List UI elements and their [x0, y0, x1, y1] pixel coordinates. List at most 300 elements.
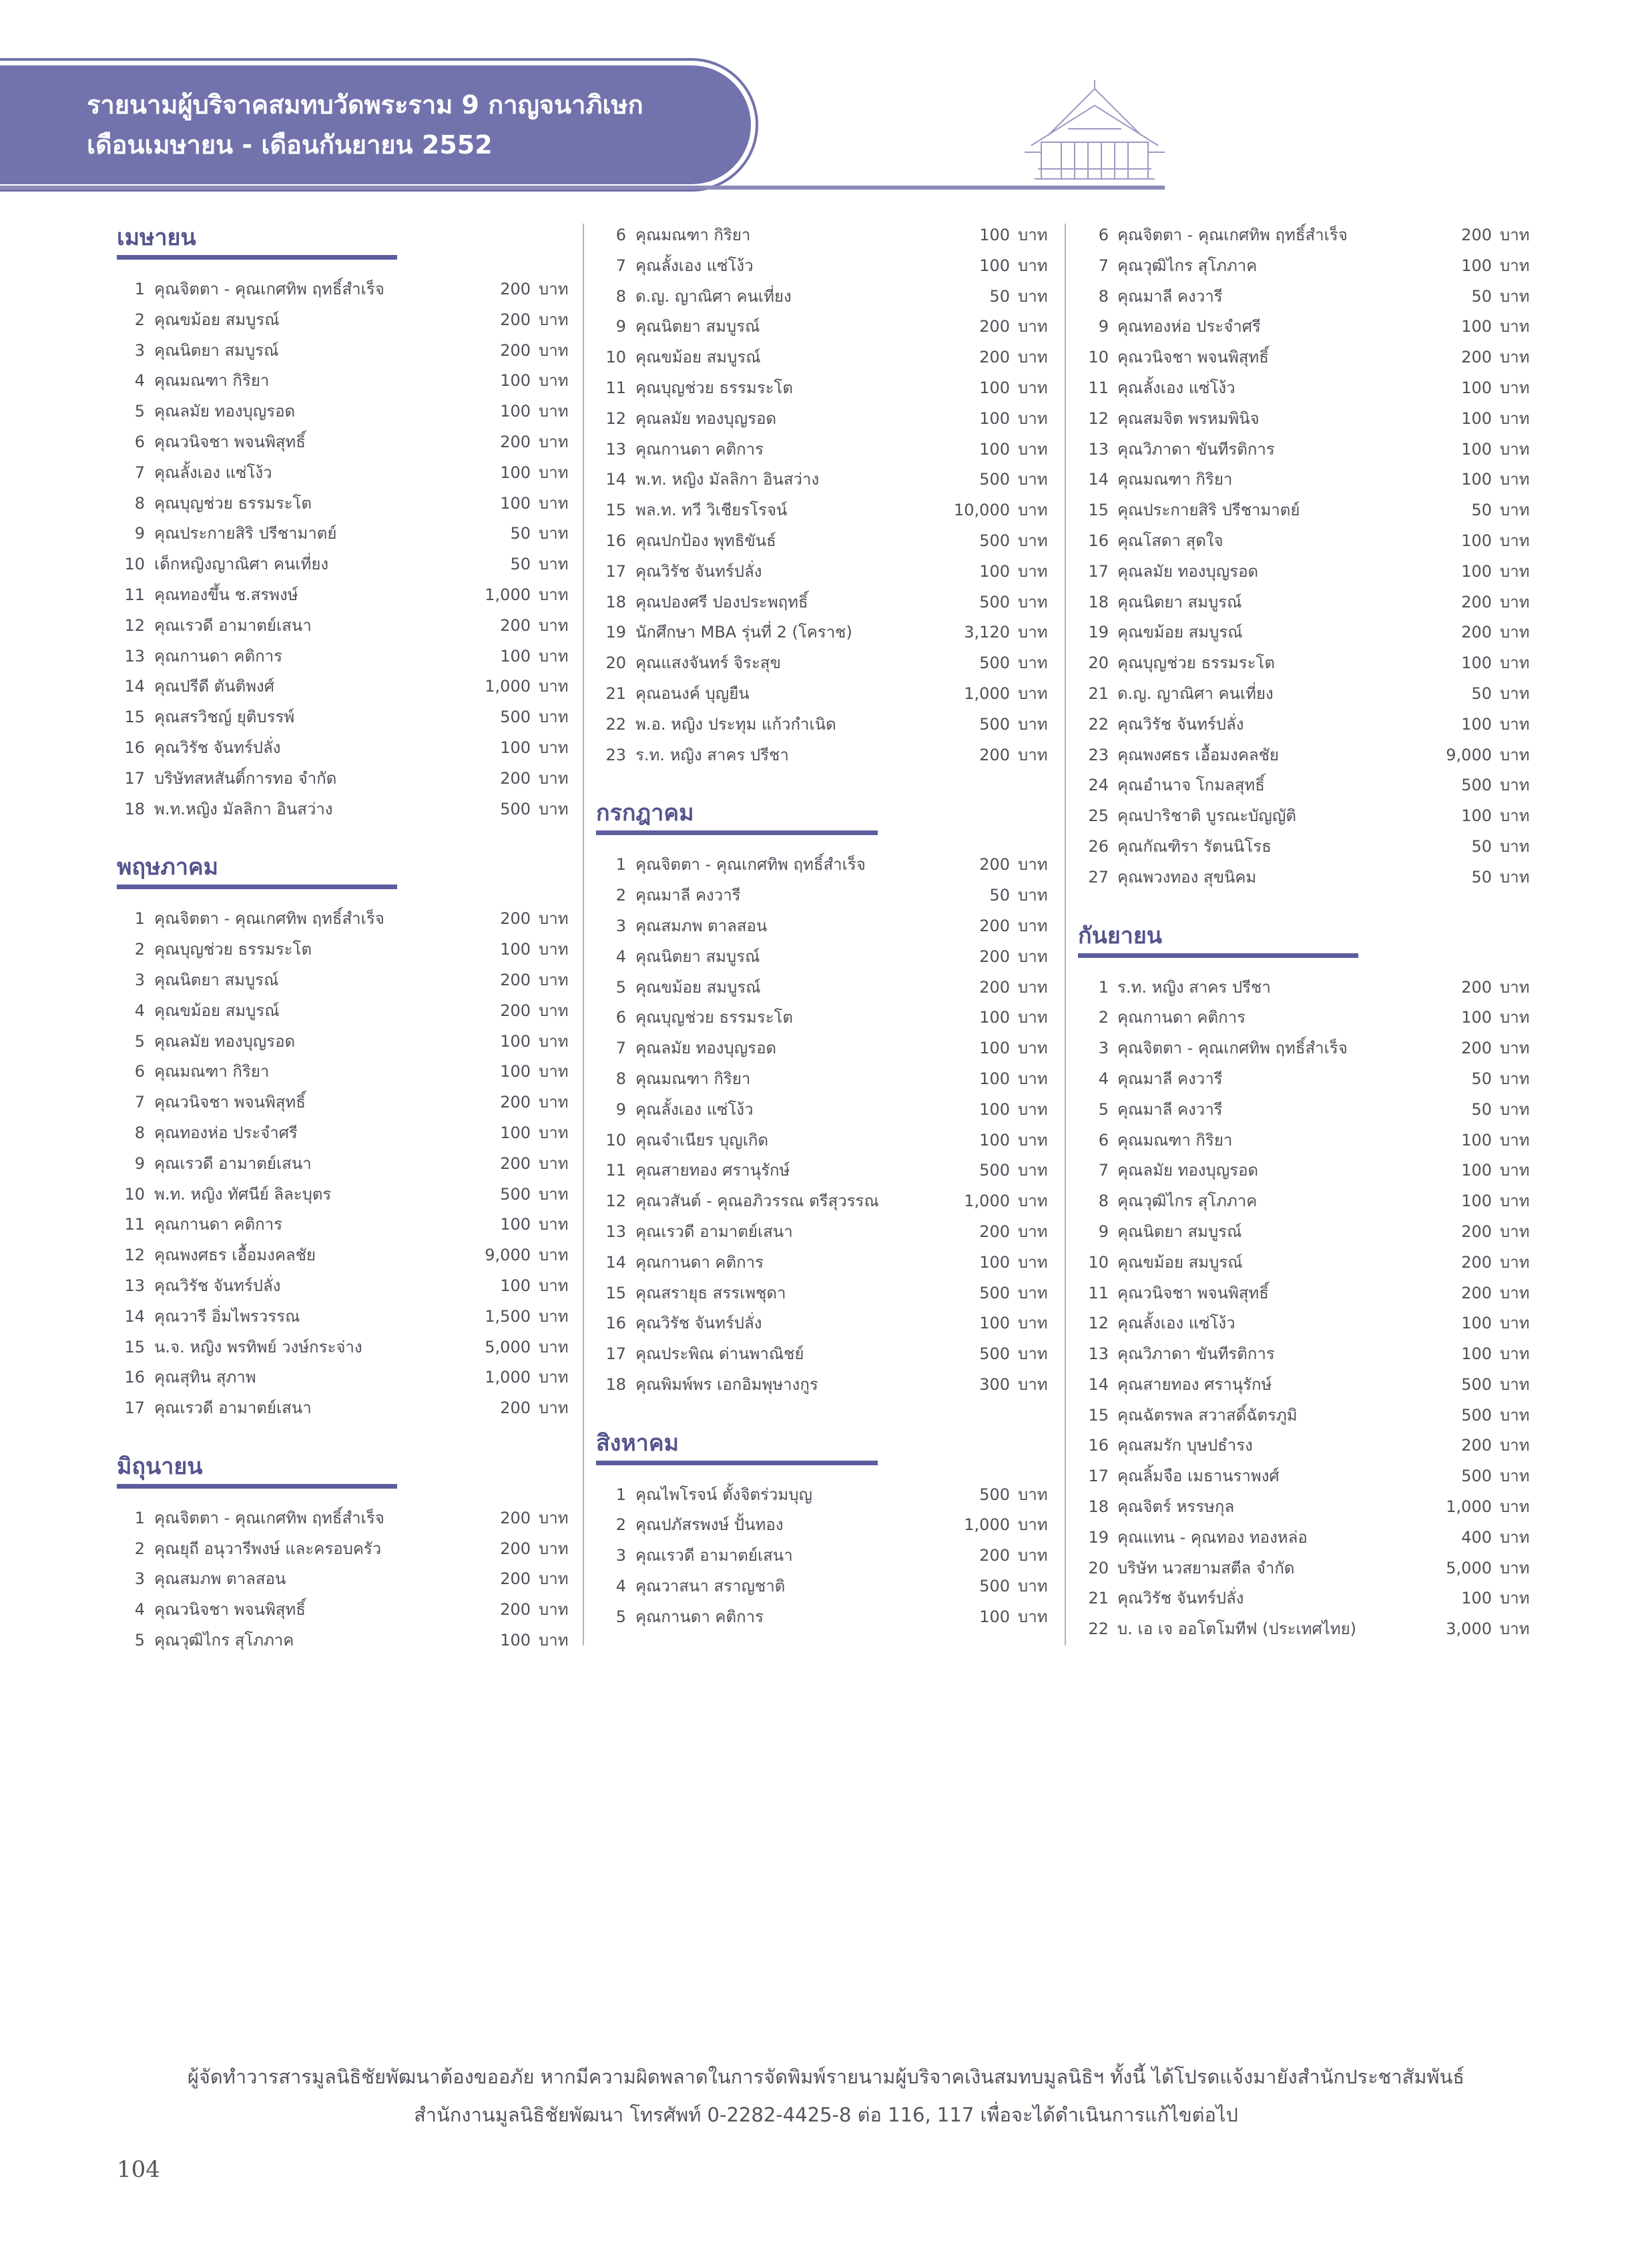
donor-name: คุณนิตยา สมบูรณ์ [635, 947, 760, 966]
donation-amount: 1,000 [485, 677, 531, 696]
donation-amount: 100 [1461, 531, 1492, 550]
donor-name: คุณพงศธร เอื้อมงคลชัย [1117, 745, 1279, 764]
currency-unit: บาท [1500, 470, 1530, 489]
donor-name: เด็กหญิงญาณิศา คนเที่ยง [154, 555, 329, 574]
donor-index: 14 [605, 470, 626, 489]
donor-index: 2 [134, 310, 145, 329]
donor-row [117, 1362, 571, 1393]
donor-index: 17 [605, 561, 626, 581]
donor-row [117, 935, 571, 965]
currency-unit: บาท [1018, 226, 1048, 244]
donor-index: 8 [134, 1123, 145, 1142]
donor-index: 15 [1088, 1405, 1109, 1425]
donor-name: คุณสมภพ ตาลสอน [635, 916, 768, 935]
donation-amount: 100 [979, 561, 1010, 581]
donor-name: คุณจิตตา - คุณเกศทิพ ฤทธิ์สำเร็จ [1117, 1039, 1348, 1058]
donor-index: 3 [615, 916, 626, 935]
donation-amount: 200 [979, 1222, 1010, 1241]
donation-amount: 500 [979, 1344, 1010, 1364]
currency-unit: บาท [539, 524, 569, 543]
donor-name: คุณมาลี คงวารี [635, 886, 741, 905]
donation-amount: 200 [1461, 1283, 1492, 1302]
donor-name: คุณจิตตา - คุณเกศทิพ ฤทธิ์สำเร็จ [154, 1508, 384, 1527]
donor-row [117, 549, 571, 580]
currency-unit: บาท [1500, 1467, 1530, 1486]
donor-name: พ.ท.หญิง มัลลิกา อินสว่าง [154, 799, 333, 818]
donation-amount: 500 [979, 654, 1010, 673]
currency-unit: บาท [539, 1399, 569, 1418]
donor-row [1078, 1156, 1532, 1186]
currency-unit: บาท [539, 402, 569, 421]
donation-amount: 1,000 [964, 1192, 1010, 1211]
donor-name: คุณมาลี คงวารี [1117, 1069, 1223, 1088]
donation-amount: 200 [500, 1600, 531, 1619]
donor-name: คุณบุญช่วย ธรรมระโต [154, 493, 312, 513]
donation-amount: 200 [500, 970, 531, 989]
donor-name: คุณกานดา คติการ [154, 646, 282, 666]
currency-unit: บาท [1018, 916, 1048, 935]
donor-index: 1 [615, 855, 626, 874]
donor-index: 4 [134, 1001, 145, 1020]
donor-row [596, 435, 1050, 465]
donor-index: 4 [1098, 1069, 1109, 1088]
donor-row [117, 794, 571, 825]
donor-name: คุณกัณฑิรา รัตนนิโรธ [1117, 836, 1272, 856]
donation-amount: 200 [500, 1539, 531, 1558]
donor-row [596, 1370, 1050, 1401]
donation-amount: 200 [500, 768, 531, 788]
donation-amount: 200 [500, 432, 531, 451]
donation-amount: 3,120 [964, 623, 1010, 642]
donor-index: 18 [1088, 592, 1109, 611]
donor-name: คุณสมรัก บุษปธำรง [1117, 1436, 1253, 1455]
donation-amount: 100 [979, 378, 1010, 397]
donor-name: คุณพงศธร เอื้อมงคลชัย [154, 1246, 316, 1265]
donor-index: 6 [1098, 1130, 1109, 1150]
donation-amount: 100 [979, 1099, 1010, 1119]
donation-amount: 10,000 [954, 501, 1010, 520]
donor-row [117, 1271, 571, 1302]
currency-unit: บาท [1018, 977, 1048, 997]
section-gap [117, 1424, 571, 1449]
donor-index: 3 [134, 1569, 145, 1589]
month-heading-rule [117, 1484, 397, 1489]
donor-name: คุณอนงค์ บุญยืน [635, 684, 750, 703]
donor-row [1078, 1064, 1532, 1095]
donor-name: คุณลั้งเอง แซ่โง้ว [635, 256, 754, 275]
donor-row [117, 1393, 571, 1424]
donor-name: คุณสรวิชญ์ ยุติบรรพ์ [154, 708, 295, 727]
donor-index: 5 [134, 1631, 145, 1650]
donation-amount: 50 [510, 524, 531, 543]
donation-amount: 100 [1461, 1008, 1492, 1027]
donor-name: คุณเรวดี อามาตย์เสนา [154, 1399, 312, 1418]
donor-index: 5 [615, 977, 626, 997]
donation-amount: 100 [979, 1130, 1010, 1150]
donation-amount: 100 [1461, 378, 1492, 397]
donor-name: คุณพวงทอง สุขนิคม [1117, 867, 1257, 887]
donor-index: 27 [1088, 867, 1109, 887]
currency-unit: บาท [1500, 1222, 1530, 1241]
currency-unit: บาท [539, 799, 569, 818]
donor-index: 11 [605, 378, 626, 397]
donor-name: ด.ญ. ญาณิศา คนเที่ยง [635, 286, 792, 306]
donation-amount: 200 [1461, 977, 1492, 997]
donor-row [596, 1602, 1050, 1633]
donation-amount: 100 [500, 738, 531, 757]
month-heading: กรกฎาคม [596, 800, 694, 827]
month-heading-rule [596, 1461, 878, 1465]
page-header-banner [0, 65, 751, 184]
donor-row [117, 1027, 571, 1057]
header-underline [0, 186, 1165, 190]
donor-row [1078, 495, 1532, 526]
donor-index: 8 [1098, 1192, 1109, 1211]
donation-amount: 100 [979, 226, 1010, 244]
donor-index: 16 [1088, 1436, 1109, 1455]
donor-index: 13 [1088, 1344, 1109, 1364]
section-gap [596, 770, 1050, 796]
donor-index: 12 [124, 1246, 145, 1265]
donation-amount: 100 [1461, 714, 1492, 734]
currency-unit: บาท [1018, 1577, 1048, 1596]
donor-index: 12 [1088, 1314, 1109, 1333]
donor-row [596, 850, 1050, 881]
currency-unit: บาท [539, 1001, 569, 1020]
currency-unit: บาท [1500, 501, 1530, 520]
donation-amount: 3,000 [1446, 1619, 1492, 1639]
donation-amount: 500 [979, 1577, 1010, 1596]
currency-unit: บาท [539, 1184, 569, 1204]
donor-index: 7 [134, 1093, 145, 1112]
donor-row [596, 911, 1050, 942]
donor-row [117, 1210, 571, 1240]
donor-name: คุณสายทอง ศรานุรักษ์ [635, 1161, 790, 1180]
donor-index: 11 [124, 585, 145, 604]
donor-name: คุณทองขึ้น ช.สรพงษ์ [154, 585, 298, 604]
donor-index: 2 [1098, 1008, 1109, 1027]
donor-name: ด.ญ. ญาณิศา คนเที่ยง [1117, 684, 1274, 703]
donation-amount: 200 [1461, 1252, 1492, 1272]
currency-unit: บาท [539, 371, 569, 391]
donor-row [1078, 973, 1532, 1003]
donor-row [596, 1308, 1050, 1339]
donor-name: คุณกานดา คติการ [635, 1252, 764, 1272]
donor-row [1078, 465, 1532, 495]
currency-unit: บาท [1018, 1314, 1048, 1333]
donor-row [596, 1278, 1050, 1309]
donor-row [117, 1503, 571, 1534]
currency-unit: บาท [539, 1215, 569, 1234]
donor-name: คุณขม้อย สมบูรณ์ [1117, 623, 1243, 642]
donor-index: 23 [605, 745, 626, 764]
donation-amount: 200 [979, 947, 1010, 966]
donor-name: คุณปรีดี ตันติพงศ์ [154, 677, 275, 696]
donor-index: 7 [134, 463, 145, 482]
donor-name: คุณมณฑา กิริยา [1117, 1130, 1233, 1150]
currency-unit: บาท [1500, 317, 1530, 336]
currency-unit: บาท [539, 970, 569, 989]
donor-index: 19 [605, 623, 626, 642]
donation-amount: 400 [1461, 1527, 1492, 1547]
donor-name: คุณวิภาดา ขันทีรติการ [1117, 439, 1275, 459]
currency-unit: บาท [1500, 256, 1530, 275]
donor-index: 7 [615, 1039, 626, 1058]
donor-name: คุณปาริชาติ บูรณะบัญญัติ [1117, 806, 1296, 826]
donor-name: คุณฉัตรพล สวาสดิ์ฉัตรภูมิ [1117, 1405, 1298, 1425]
donation-amount: 1,000 [485, 1368, 531, 1387]
month-heading-rule [1078, 953, 1358, 958]
donor-index: 3 [615, 1546, 626, 1565]
donor-name: คุณวิรัช จันทร์ปลั่ง [635, 561, 762, 581]
donor-name: คุณวุฒิไกร สุโภภาค [1117, 1192, 1258, 1211]
donor-name: คุณสรายุธ สรรเพชุดา [635, 1283, 786, 1302]
donor-index: 6 [134, 1062, 145, 1081]
donor-index: 2 [615, 1515, 626, 1535]
currency-unit: บาท [1018, 409, 1048, 428]
donation-amount: 300 [979, 1374, 1010, 1394]
donor-name: คุณขม้อย สมบูรณ์ [154, 1001, 280, 1020]
currency-unit: บาท [1018, 1069, 1048, 1088]
donation-amount: 100 [500, 402, 531, 421]
currency-unit: บาท [539, 1600, 569, 1619]
currency-unit: บาท [539, 1276, 569, 1295]
donor-row [596, 1339, 1050, 1370]
donor-row [117, 764, 571, 794]
donation-amount: 500 [1461, 1374, 1492, 1394]
page-title: รายนามผู้บริจาคสมทบวัดพระราม 9 กาญจนาภิเษก [87, 90, 643, 119]
donation-amount: 200 [500, 909, 531, 929]
donor-name: คุณวิรัช จันทร์ปลั่ง [154, 738, 281, 757]
donation-amount: 100 [1461, 439, 1492, 459]
donor-index: 7 [615, 256, 626, 275]
donor-index: 20 [1088, 1558, 1109, 1577]
donor-name: คุณปภัสรพงษ์ ปั้นทอง [635, 1515, 784, 1535]
currency-unit: บาท [539, 738, 569, 757]
currency-unit: บาท [539, 1539, 569, 1558]
donor-row [1078, 710, 1532, 740]
donor-name: คุณจิตตา - คุณเกศทิพ ฤทธิ์สำเร็จ [154, 909, 384, 929]
donation-amount: 100 [979, 1039, 1010, 1058]
donor-row [1078, 557, 1532, 587]
donor-name: คุณวิรัช จันทร์ปลั่ง [154, 1276, 281, 1295]
donor-row [596, 220, 1050, 251]
donor-row [117, 1240, 571, 1271]
currency-unit: บาท [1500, 1008, 1530, 1027]
donation-amount: 1,000 [964, 684, 1010, 703]
footer-line-2: สำนักงานมูลนิธิชัยพัฒนา โทรศัพท์ 0-2282-4425-8 ต่อ 116, 117 เพื่อจะได้ดำเนินการแก้ไขต่อไป [414, 2103, 1238, 2126]
donor-index: 4 [615, 947, 626, 966]
donation-amount: 100 [1461, 1130, 1492, 1150]
donation-amount: 100 [500, 1031, 531, 1051]
currency-unit: บาท [1500, 531, 1530, 550]
currency-unit: บาท [539, 280, 569, 298]
donor-index: 20 [605, 654, 626, 673]
donation-amount: 500 [500, 799, 531, 818]
donor-index: 19 [1088, 623, 1109, 642]
donor-name: คุณลั้งเอง แซ่โง้ว [1117, 378, 1235, 397]
currency-unit: บาท [1500, 977, 1530, 997]
donor-row [117, 580, 571, 611]
currency-unit: บาท [1500, 745, 1530, 764]
donor-name: คุณเรวดี อามาตย์เสนา [154, 615, 312, 635]
currency-unit: บาท [1018, 1283, 1048, 1302]
donor-row [1078, 1492, 1532, 1523]
donor-row [596, 1125, 1050, 1156]
donor-index: 6 [615, 226, 626, 244]
currency-unit: บาท [1500, 1558, 1530, 1577]
donation-amount: 200 [979, 745, 1010, 764]
donor-row [1078, 342, 1532, 373]
currency-unit: บาท [1500, 1619, 1530, 1639]
donor-index: 18 [124, 799, 145, 818]
currency-unit: บาท [539, 768, 569, 788]
donor-index: 21 [1088, 684, 1109, 703]
donor-index: 23 [1088, 745, 1109, 764]
donation-amount: 200 [500, 1508, 531, 1527]
donor-index: 21 [1088, 1589, 1109, 1608]
donor-name: บ. เอ เจ ออโตโมทีฟ (ประเทศไทย) [1117, 1619, 1357, 1639]
currency-unit: บาท [1018, 348, 1048, 367]
donor-index: 17 [605, 1344, 626, 1364]
currency-unit: บาท [1018, 1374, 1048, 1394]
donor-name: คุณทองห่อ ประจำศรี [1117, 317, 1261, 336]
donor-row [1078, 251, 1532, 282]
donor-name: คุณวนิจชา พจนพิสุทธิ์ [154, 432, 306, 451]
donation-amount: 500 [1461, 1405, 1492, 1425]
donor-name: คุณวิรัช จันทร์ปลั่ง [635, 1314, 762, 1333]
donor-row [117, 642, 571, 672]
donor-name: คุณมณฑา กิริยา [154, 371, 270, 391]
currency-unit: บาท [539, 493, 569, 513]
currency-unit: บาท [539, 1154, 569, 1173]
currency-unit: บาท [1018, 286, 1048, 306]
currency-unit: บาท [1018, 1039, 1048, 1058]
donor-name: คุณมาลี คงวารี [1117, 286, 1223, 306]
donation-amount: 200 [500, 1154, 531, 1173]
donor-row [596, 1033, 1050, 1064]
page-subtitle: เดือนเมษายน - เดือนกันยายน 2552 [87, 130, 493, 160]
donor-index: 5 [134, 1031, 145, 1051]
donor-index: 12 [1088, 409, 1109, 428]
donor-row [596, 1186, 1050, 1217]
donor-row [117, 1087, 571, 1118]
donor-name: นักศึกษา MBA รุ่นที่ 2 (โคราช) [635, 623, 852, 642]
donor-name: คุณเรวดี อามาตย์เสนา [635, 1546, 793, 1565]
donor-name: คุณประพิณ ด่านพาณิชย์ [635, 1344, 804, 1364]
donor-index: 20 [1088, 654, 1109, 673]
donor-index: 15 [605, 501, 626, 520]
donor-row [117, 1302, 571, 1332]
donor-row [596, 557, 1050, 587]
currency-unit: บาท [1500, 776, 1530, 795]
donor-index: 11 [605, 1161, 626, 1180]
donation-amount: 100 [500, 1215, 531, 1234]
donor-index: 22 [605, 714, 626, 734]
currency-unit: บาท [1018, 1546, 1048, 1565]
donor-row [596, 1003, 1050, 1033]
donation-amount: 500 [1461, 1467, 1492, 1486]
currency-unit: บาท [1500, 1130, 1530, 1150]
currency-unit: บาท [1500, 623, 1530, 642]
donor-name: คุณบุญช่วย ธรรมระโต [154, 940, 312, 959]
donation-amount: 9,000 [1446, 745, 1492, 764]
donor-row [1078, 587, 1532, 618]
donation-amount: 100 [979, 1314, 1010, 1333]
donor-name: คุณบุญช่วย ธรรมระโต [635, 1008, 793, 1027]
donation-amount: 200 [500, 310, 531, 329]
donor-name: พ.ท. หญิง มัลลิกา อินสว่าง [635, 470, 820, 489]
donor-row [1078, 1217, 1532, 1248]
donor-index: 17 [124, 1399, 145, 1418]
currency-unit: บาท [1018, 623, 1048, 642]
donation-amount: 500 [979, 1161, 1010, 1180]
donor-index: 14 [1088, 1374, 1109, 1394]
section-gap [596, 1401, 1050, 1426]
donor-name: ร.ท. หญิง สาคร ปรีชา [1117, 977, 1271, 997]
donation-amount: 100 [500, 463, 531, 482]
donation-amount: 100 [1461, 1192, 1492, 1211]
currency-unit: บาท [539, 1093, 569, 1112]
currency-unit: บาท [1018, 1192, 1048, 1211]
donor-index: 19 [1088, 1527, 1109, 1547]
donor-row [596, 1541, 1050, 1571]
donor-name: คุณไพโรจน์ ตั้งจิตร่วมบุญ [635, 1485, 812, 1504]
donation-amount: 1,000 [964, 1515, 1010, 1535]
donor-name: คุณเรวดี อามาตย์เสนา [635, 1222, 793, 1241]
currency-unit: บาท [1500, 1069, 1530, 1088]
donor-name: คุณขม้อย สมบูรณ์ [635, 977, 761, 997]
donor-row [596, 342, 1050, 373]
currency-unit: บาท [1018, 317, 1048, 336]
currency-unit: บาท [1500, 348, 1530, 367]
donor-index: 18 [605, 1374, 626, 1394]
donor-row [117, 733, 571, 764]
donor-index: 18 [605, 592, 626, 611]
donor-index: 17 [1088, 1467, 1109, 1486]
donor-index: 6 [134, 432, 145, 451]
donation-amount: 1,000 [1446, 1497, 1492, 1517]
donation-amount: 1,500 [485, 1306, 531, 1326]
donor-name: คุณวิรัช จันทร์ปลั่ง [1117, 1589, 1244, 1608]
currency-unit: บาท [539, 940, 569, 959]
currency-unit: บาท [1018, 592, 1048, 611]
donor-index: 13 [605, 439, 626, 459]
donor-name: คุณจำเนียร บุญเกิด [635, 1130, 769, 1150]
donation-amount: 50 [1471, 501, 1492, 520]
currency-unit: บาท [1500, 1344, 1530, 1364]
donor-index: 1 [1098, 977, 1109, 997]
donation-amount: 200 [500, 615, 531, 635]
donor-row [1078, 1523, 1532, 1553]
donor-row [1078, 1461, 1532, 1492]
donation-amount: 500 [979, 470, 1010, 489]
donor-index: 4 [134, 371, 145, 391]
donation-amount: 50 [989, 286, 1010, 306]
donation-amount: 100 [1461, 409, 1492, 428]
donor-index: 14 [605, 1252, 626, 1272]
currency-unit: บาท [539, 310, 569, 329]
donor-name: คุณกานดา คติการ [635, 439, 764, 459]
currency-unit: บาท [1500, 286, 1530, 306]
currency-unit: บาท [1018, 256, 1048, 275]
donation-amount: 200 [500, 340, 531, 360]
donor-index: 17 [124, 768, 145, 788]
donor-row [1078, 801, 1532, 832]
donor-index: 5 [1098, 1099, 1109, 1119]
donor-row [117, 996, 571, 1027]
donor-row [596, 942, 1050, 973]
